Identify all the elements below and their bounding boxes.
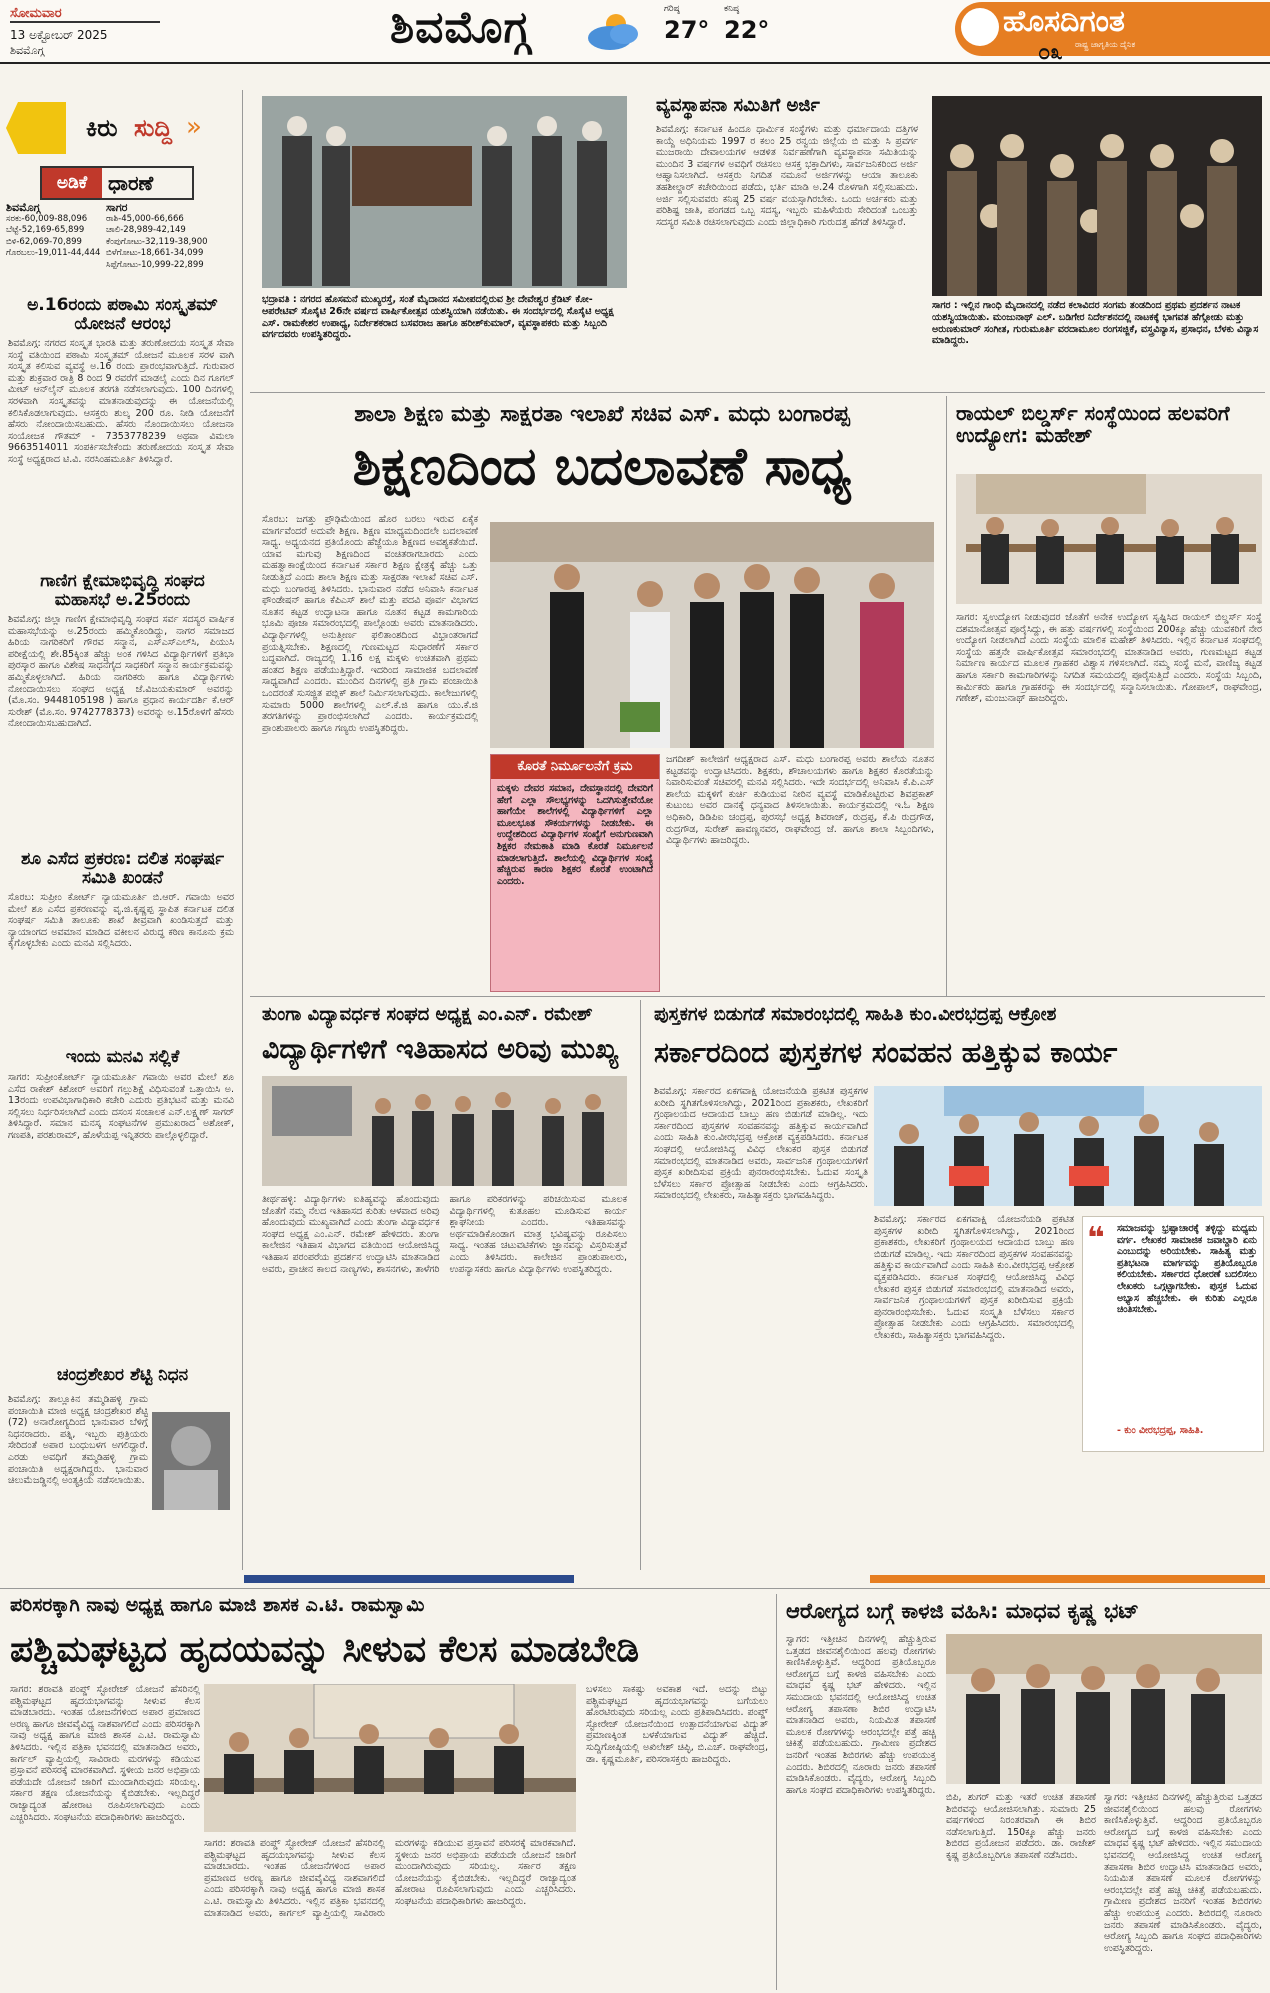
story-body: ಶಿವಮೊಗ್ಗ: ಜಿಲ್ಲಾ ಗಾಣಿಗ ಕ್ಷೇಮಾಭಿವೃದ್ಧಿ ಸಂಘದ ಸರ್ವ ಸದಸ್ಯರ ವಾರ್ಷಿಕ ಮಹಾಸಭೆಯನ್ನು ಅ.25ರಂದು ಹಮ್ಮಿಕೊಂಡಿದ್ದು, ನಾಗರ ಸಮಾಜದ ಹಿರಿಯ ನಾಗರಿಕರಿಗೆ ಗೌರವ ಸನ್ಮಾನ, ಎಸ್‌ಎಸ್‌ಎಲ್‌ಸಿ, ಪಿಯುಸಿ ಪರೀಕ್ಷೆಯಲ್ಲಿ ಶೇ.85ಕ್ಕಿಂತ ಹೆಚ್ಚು ಅಂಕ ಗಳಿಸಿದ ವಿದ್ಯಾರ್ಥಿಗಳಿಗೆ ಪ್ರತಿಭಾ ಪುರಸ್ಕಾರ ಹಾಗೂ ವಿಶೇಷ ಸಾಧನೆಗೈದ ಸಾಧಕರಿಗೆ ಸನ್ಮಾನ ಕಾರ್ಯಕ್ರಮವನ್ನು ಹಮ್ಮಿಕೊಳ್ಳಲಾಗಿದೆ. ಹಿರಿಯ ನಾಗರಿಕರು ಹಾಗೂ ವಿದ್ಯಾರ್ಥಿಗಳು ನೋಂದಾಯಿಸಲು ಸಂಘದ ಅಧ್ಯಕ್ಷ ಜೆ.ವಿಜಯಕುಮಾರ್ ಅವರನ್ನು (ಮೊ.ಸಂ. 9448105198 ) ಹಾಗೂ ಪ್ರಧಾನ ಕಾರ್ಯದರ್ಶಿ ಕೆ.ಆರ್ ಸುರೇಶ್ (ಮೊ.ಸಂ. 9742778373) ಅವರನ್ನು ಅ.15ರೊಳಗೆ ಹೆಸರು ನೋಂದಾಯಿಸಬಹುದಾಗಿದೆ.	[8, 614, 234, 730]
highlight-box-body: ಮಕ್ಕಳು ದೇವರ ಸಮಾನ, ದೇವಸ್ಥಾನದಲ್ಲಿ ದೇವರಿಗೆ ಹೇಗೆ ಎಲ್ಲಾ ಸೌಲಭ್ಯಗಳನ್ನು ಒದಗಿಸುತ್ತೇವೆಯೋ ಹಾಗೆಯೇ ಶಾಲೆಗಳಲ್ಲಿ ವಿದ್ಯಾರ್ಥಿಗಳಿಗೆ ಎಲ್ಲಾ ಮೂಲಭೂತ ಸೌಕರ್ಯಗಳನ್ನು ನೀಡಬೇಕು. ಈ ಉದ್ದೇಶದಿಂದ ವಿದ್ಯಾರ್ಥಿಗಳ ಸಂಖ್ಯೆಗೆ ಅನುಗುಣವಾಗಿ ಶಿಕ್ಷಕರ ನೇಮಕಾತಿ ಮಾಡಿ ಕೊರತೆ ನಿರ್ಮೂಲನೆ ಮಾಡಲಾಗುತ್ತಿದೆ. ಶಾಲೆಯಲ್ಲಿ ವಿದ್ಯಾರ್ಥಿಗಳ ಸಂಖ್ಯೆ ಹೆಚ್ಚಿರುವ ಕಾರಣ ಶಿಕ್ಷಕರ ಕೊರತೆ ಉಂಟಾಗಿದೆ ಎಂದರು.	[497, 783, 653, 887]
brand-name: ಹೊಸದಿಗಂತ	[1003, 4, 1125, 39]
price-city-shivamogga: ಶಿವಮೊಗ್ಗ	[6, 201, 41, 214]
price-row: ರಾಶಿ-45,000-66,666	[106, 213, 184, 224]
story-body: ಸಾಗರ: ಶರಾವತಿ ಪಂಪ್ಡ್ ಸ್ಟೋರೇಜ್ ಯೋಜನೆ ಹೆಸರಿನಲ್ಲಿ ಪಶ್ಚಿಮಘಟ್ಟದ ಹೃದಯಭಾಗವನ್ನು ಸೀಳುವ ಕೆಲಸ ಮಾಡಬಾರದು. ಇಂತಹ ಯೋಜನೆಗಳಿಂದ ಅಪಾರ ಪ್ರಮಾಣದ ಅರಣ್ಯ ಹಾಗೂ ಜೀವವೈವಿಧ್ಯ ನಾಶವಾಗಲಿದೆ ಎಂದು ಪರಿಸರಕ್ಕಾಗಿ ನಾವು ಅಧ್ಯಕ್ಷ ಹಾಗೂ ಮಾಜಿ ಶಾಸಕ ಎ.ಟಿ. ರಾಮಸ್ವಾಮಿ ತಿಳಿಸಿದರು. ಇಲ್ಲಿನ ಪತ್ರಿಕಾ ಭವನದಲ್ಲಿ ಮಾತನಾಡಿದ ಅವರು, ಕಾರ್ಗಲ್ ವ್ಯಾಪ್ತಿಯಲ್ಲಿ ಸಾವಿರಾರು ಮರಗಳನ್ನು ಕಡಿಯುವ ಪ್ರಸ್ತಾವನೆ ಪರಿಸರಕ್ಕೆ ಮಾರಕವಾಗಿದೆ. ಸ್ಥಳೀಯ ಜನರ ಅಭಿಪ್ರಾಯ ಪಡೆಯದೇ ಯೋಜನೆ ಜಾರಿಗೆ ಮುಂದಾಗಿರುವುದು ಸರಿಯಲ್ಲ. ಸರ್ಕಾರ ತಕ್ಷಣ ಯೋಜನೆಯನ್ನು ಕೈಬಿಡಬೇಕು. ಇಲ್ಲದಿದ್ದರೆ ರಾಜ್ಯಾದ್ಯಂತ ಹೋರಾಟ ರೂಪಿಸಲಾಗುವುದು ಎಂದು ಎಚ್ಚರಿಸಿದರು. ಸಂಘಟನೆಯ ಪದಾಧಿಕಾರಿಗಳು ಹಾಜರಿದ್ದರು.	[10, 1684, 200, 1823]
story-kicker: ತುಂಗಾ ವಿದ್ಯಾವರ್ಧಕ ಸಂಘದ ಅಧ್ಯಕ್ಷ ಎಂ.ಎನ್. ರಮೇಶ್	[262, 1004, 593, 1025]
story-body: ಸಾಗರ: ಶರಾವತಿ ಪಂಪ್ಡ್ ಸ್ಟೋರೇಜ್ ಯೋಜನೆ ಹೆಸರಿನಲ್ಲಿ ಪಶ್ಚಿಮಘಟ್ಟದ ಹೃದಯಭಾಗವನ್ನು ಸೀಳುವ ಕೆಲಸ ಮಾಡಬಾರದು. ಇಂತಹ ಯೋಜನೆಗಳಿಂದ ಅಪಾರ ಪ್ರಮಾಣದ ಅರಣ್ಯ ಹಾಗೂ ಜೀವವೈವಿಧ್ಯ ನಾಶವಾಗಲಿದೆ ಎಂದು ಪರಿಸರಕ್ಕಾಗಿ ನಾವು ಅಧ್ಯಕ್ಷ ಹಾಗೂ ಮಾಜಿ ಶಾಸಕ ಎ.ಟಿ. ರಾಮಸ್ವಾಮಿ ತಿಳಿಸಿದರು. ಇಲ್ಲಿನ ಪತ್ರಿಕಾ ಭವನದಲ್ಲಿ ಮಾತನಾಡಿದ ಅವರು, ಕಾರ್ಗಲ್ ವ್ಯಾಪ್ತಿಯಲ್ಲಿ ಸಾವಿರಾರು ಮರಗಳನ್ನು ಕಡಿಯುವ ಪ್ರಸ್ತಾವನೆ ಪರಿಸರಕ್ಕೆ ಮಾರಕವಾಗಿದೆ. ಸ್ಥಳೀಯ ಜನರ ಅಭಿಪ್ರಾಯ ಪಡೆಯದೇ ಯೋಜನೆ ಜಾರಿಗೆ ಮುಂದಾಗಿರುವುದು ಸರಿಯಲ್ಲ. ಸರ್ಕಾರ ತಕ್ಷಣ ಯೋಜನೆಯನ್ನು ಕೈಬಿಡಬೇಕು. ಇಲ್ಲದಿದ್ದರೆ ರಾಜ್ಯಾದ್ಯಂತ ಹೋರಾಟ ರೂಪಿಸಲಾಗುವುದು ಎಂದು ಎಚ್ಚರಿಸಿದರು. ಸಂಘಟನೆಯ ಪದಾಧಿಕಾರಿಗಳು ಹಾಜರಿದ್ದರು.	[204, 1838, 576, 1919]
brand-tagline: ರಾಷ್ಟ್ರ ಜಾಗೃತಿಯ ದೈನಿಕ	[1075, 40, 1136, 49]
kiru-suddi-banner	[6, 102, 226, 154]
section-divider	[0, 1588, 1270, 1589]
city-label: ಶಿವಮೊಗ್ಗ	[10, 44, 45, 57]
story-headline: ಶೂ ಎಸೆದ ಪ್ರಕರಣ: ದಲಿತ ಸಂಘರ್ಷ ಸಮಿತಿ ಖಂಡನೆ	[20, 849, 225, 888]
story-body: ಸಾಗರ: ಸ್ವಉದ್ಯೋಗ ನೀಡುವುದರ ಜೊತೆಗೆ ಅನೇಕ ಉದ್ಯೋಗ ಸೃಷ್ಟಿಸಿದ ರಾಯಲ್ ಬಿಲ್ಡರ್ಸ್ ಸಂಸ್ಥೆ ದಶಮಾನೋತ್ಸವ ಪೂರೈಸಿದ್ದು, ಈ ಹತ್ತು ವರ್ಷಗಳಲ್ಲಿ ಸಂಸ್ಥೆಯಿಂದ 200ಕ್ಕೂ ಹೆಚ್ಚು ಯುವಕರಿಗೆ ನೇರ ಉದ್ಯೋಗ ನೀಡಲಾಗಿದೆ ಎಂದು ಸಂಸ್ಥೆಯ ಮಾಲಿಕ ಮಹೇಶ್ ತಿಳಿಸಿದರು. ಇಲ್ಲಿನ ಕರ್ನಾಟಕ ಸಂಘದಲ್ಲಿ ಸಂಸ್ಥೆಯ ಹತ್ತನೇ ವಾರ್ಷಿಕೋತ್ಸವ ಸಮಾರಂಭದಲ್ಲಿ ಮಾತನಾಡಿದ ಅವರು, ಗುಣಮಟ್ಟದ ಕಟ್ಟಡ ನಿರ್ಮಾಣ ಕಾರ್ಯದ ಮೂಲಕ ಗ್ರಾಹಕರ ವಿಶ್ವಾಸ ಗಳಿಸಲಾಗಿದೆ. ನಮ್ಮ ಸಂಸ್ಥೆ ಮನೆ, ವಾಣಿಜ್ಯ ಕಟ್ಟಡ ಹಾಗೂ ಸರ್ಕಾರಿ ಕಾಮಗಾರಿಗಳನ್ನು ನಿಗದಿತ ಸಮಯದಲ್ಲಿ ಪೂರೈಸುತ್ತಿದೆ ಎಂದರು. ಸಂಸ್ಥೆಯ ಸಿಬ್ಬಂದಿ, ಕಾರ್ಮಿಕರು ಹಾಗೂ ಗ್ರಾಹಕರನ್ನು ಈ ಸಂದರ್ಭದಲ್ಲಿ ಸನ್ಮಾನಿಸಲಾಯಿತು. ಗೋಪಾಲ್, ರಾಘವೇಂದ್ರ, ಗಣೇಶ್, ಮಂಜುನಾಥ್ ಹಾಜರಿದ್ದರು.	[956, 612, 1262, 705]
price-row: ಗೊರಬಲು-19,011-44,444	[6, 248, 101, 258]
max-temp-label: ಗರಿಷ್ಠ	[664, 4, 680, 14]
lead-photo	[490, 522, 934, 748]
arecanut-price-banner	[40, 166, 194, 200]
story-body: ಬಳಸಲು ಸಾಕಷ್ಟು ಅವಕಾಶ ಇದೆ. ಅದನ್ನು ಬಿಟ್ಟು ಪಶ್ಚಿಮಘಟ್ಟದ ಹೃದಯಭಾಗವನ್ನು ಬಗೆಯಲು ಹೊರಟಿರುವುದು ಸರಿಯಲ್ಲ ಎಂದು ಪ್ರತಿಪಾದಿಸಿದರು. ಪಂಪ್ಡ್ ಸ್ಟೋರೇಜ್ ಯೋಜನೆಯಿಂದ ಉತ್ಪಾದನೆಯಾಗುವ ವಿದ್ಯುತ್ ಪ್ರಮಾಣಕ್ಕಿಂತ ಬಳಕೆಯಾಗುವ ವಿದ್ಯುತ್ ಹೆಚ್ಚಿದೆ. ಸುದ್ದಿಗೋಷ್ಠಿಯಲ್ಲಿ ಅಖಿಲೇಶ್ ಚಿಪ್ಳಿ, ಬಿ.ಎಚ್. ರಾಘವೇಂದ್ರ, ಡಾ. ಕೃಷ್ಣಮೂರ್ತಿ, ಪರಿಸರಾಸಕ್ತರು ಹಾಜರಿದ್ದರು.	[586, 1684, 768, 1765]
lead-kicker: ಶಾಲಾ ಶಿಕ್ಷಣ ಮತ್ತು ಸಾಕ್ಷರತಾ ಇಲಾಖೆ ಸಚಿವ ಎಸ್. ಮಧು ಬಂಗಾರಪ್ಪ	[354, 402, 850, 427]
lead-headline: ಶಿಕ್ಷಣದಿಂದ ಬದಲಾವಣೆ ಸಾಧ್ಯ	[352, 436, 852, 497]
highlight-box-title: ಕೊರತೆ ನಿರ್ಮೂಲನೆಗೆ ಕ್ರಮ	[491, 755, 659, 779]
highlight-box	[490, 754, 660, 992]
kiru-label: ಕಿರು	[86, 114, 118, 142]
min-temp: 22°	[724, 16, 770, 44]
arrow-icon: »	[186, 112, 202, 142]
story-kicker: ಪರಿಸರಕ್ಕಾಗಿ ನಾವು ಅಧ್ಯಕ್ಷ ಹಾಗೂ ಮಾಜಿ ಶಾಸಕ ಎ.ಟಿ. ರಾಮಸ್ವಾಮಿ	[10, 1594, 425, 1616]
price-row: ಸಿಪ್ಪೆಗೋಟು-10,999-22,899	[106, 259, 204, 270]
section-divider	[250, 996, 1265, 997]
brand-logo-icon	[961, 8, 999, 46]
price-row: ಕೆಂಪುಗೋಟು-32,119-38,900	[106, 236, 208, 247]
story-headline: ಗಾಣಿಗ ಕ್ಷೇಮಾಭಿವೃದ್ಧಿ ಸಂಘದ ಮಹಾಸಭೆ ಅ.25ರಂದು	[40, 571, 205, 610]
date-label: 13 ಅಕ್ಟೋಬರ್ 2025	[10, 28, 108, 42]
brand-banner	[955, 2, 1270, 56]
quote-text: ಸಮಾಜವನ್ನು ಭ್ರಷ್ಟಾಚಾರಕ್ಕೆ ತಳ್ಳಿದ್ದು ಮಧ್ಯಮ ವರ್ಗ. ಲೇಖಕರ ಸಾಮಾಜಿಕ ಜವಾಬ್ದಾರಿ ಏನು ಎಂಬುದನ್ನು ಅರಿಯಬೇಕು. ಸಾಹಿತ್ಯ ಮತ್ತು ಪ್ರತಿಭಟನಾ ಮಾರ್ಗವನ್ನು ಪ್ರತಿಯೊಬ್ಬರೂ ಕಲಿಯಬೇಕು. ಸರ್ಕಾರದ ಧೋರಣೆ ಬದಲಿಸಲು ಲೇಖಕರು ಒಗ್ಗಟ್ಟಾಗಬೇಕು. ಪುಸ್ತಕ ಓದುವ ಅಭ್ಯಾಸ ಹೆಚ್ಚಬೇಕು. ಈ ಕುರಿತು ಎಲ್ಲರೂ ಚಿಂತಿಸಬೇಕು.	[1117, 1223, 1257, 1316]
column-divider	[946, 396, 947, 996]
story-body: ಶಿವಮೊಗ್ಗ: ತಾಲ್ಲೂಕಿನ ತಮ್ಮಡಿಹಳ್ಳಿ ಗ್ರಾಮ ಪಂಚಾಯಿತಿ ಮಾಜಿ ಅಧ್ಯಕ್ಷ ಚಂದ್ರಶೇಖರ ಶೆಟ್ಟಿ (72) ಅನಾರೋಗ್ಯದಿಂದ ಭಾನುವಾರ ಬೆಳಿಗ್ಗೆ ನಿಧನರಾದರು. ಪತ್ನಿ, ಇಬ್ಬರು ಪುತ್ರಿಯರು ಸೇರಿದಂತೆ ಅಪಾರ ಬಂಧುಬಳಗ ಅಗಲಿದ್ದಾರೆ. ಎರಡು ಅವಧಿಗೆ ತಮ್ಮಡಿಹಳ್ಳಿ ಗ್ರಾಮ ಪಂಚಾಯಿತಿ ಅಧ್ಯಕ್ಷರಾಗಿದ್ದರು. ಭಾನುವಾರ ಚಿಲುಮೆಜಡ್ಡಿನಲ್ಲಿ ಅಂತ್ಯಕ್ರಿಯೆ ನಡೆಸಲಾಯಿತು.	[8, 1394, 148, 1487]
photo-caption: ಸಾಗರ : ಇಲ್ಲಿನ ಗಾಂಧಿ ಮೈದಾನದಲ್ಲಿ ನಡೆದ ಕಲಾವಿದರ ಸಂಗಮ ತಂಡದಿಂದ ಪ್ರಥಮ ಪ್ರದರ್ಶನ ನಾಟಕ ಯಶಸ್ವಿಯಾಯಿತು. ಮಂಜುನಾಥ್ ಎಲ್. ಬಡಿಗೇರ ನಿರ್ದೇಶನದಲ್ಲಿ ನಾಟಕಕ್ಕೆ ಭಾಗವತ ಹೆಗ್ಗೋಡು ಮತ್ತು ಅರುಣಕುಮಾರ್ ಸಂಗೀತ, ಗುರುಮೂರ್ತಿ ವರದಾಮೂಲ ರಂಗಸಜ್ಜಿಕೆ, ವಸ್ತ್ರವಿನ್ಯಾಸ, ಪ್ರಸಾಧನ, ಬೆಳಕು ವಿನ್ಯಾಸ ಮಾಡಿದ್ದರು.	[932, 300, 1259, 347]
section-divider	[250, 392, 1265, 393]
book-release-photo	[874, 1086, 1262, 1206]
story-body: ಸೊರಬ: ಸುಪ್ರೀಂ ಕೋರ್ಟ್ ನ್ಯಾಯಮೂರ್ತಿ ಬಿ.ಆರ್. ಗವಾಯಿ ಅವರ ಮೇಲೆ ಶೂ ಎಸೆದ ಪ್ರಕರಣವನ್ನು ವೃ.ಜಿ.ಕೃಷ್ಣಪ್ಪ ಸ್ಥಾಪಿತ ಕರ್ನಾಟಕ ದಲಿತ ಸಂಘರ್ಷ ಸಮಿತಿ ತಾಲೂಕು ಶಾಖೆ ತೀವ್ರವಾಗಿ ಖಂಡಿಸುತ್ತದೆ ಮತ್ತು ನ್ಯಾಯಾಂಗದ ಅವಮಾನ ಮಾಡಿದ ವಕೀಲನ ವಿರುದ್ಧ ಕಠಿಣ ಕಾನೂನು ಕ್ರಮ ಕೈಗೊಳ್ಳಬೇಕು ಎಂದು ಮನವಿ ಸಲ್ಲಿಸಿದರು.	[8, 892, 234, 950]
story-headline: ಅ.16ರಂದು ಪಠಾಮಿ ಸಂಸ್ಕೃತಮ್ ಯೋಜನೆ ಆರಂಭ	[27, 295, 218, 334]
story-headline: ಪಶ್ಚಿಮಘಟ್ಟದ ಹೃದಯವನ್ನು ಸೀಳುವ ಕೆಲಸ ಮಾಡಬೇಡಿ	[10, 1628, 640, 1670]
story-body: ಸಾಗರ: ಸುಪ್ರೀಂಕೋರ್ಟ್ ನ್ಯಾಯಮೂರ್ತಿ ಗವಾಯಿ ಅವರ ಮೇಲೆ ಶೂ ಎಸೆದ ರಾಕೇಶ್ ಕಿಶೋರ್ ಅವರಿಗೆ ಗಲ್ಲುಶಿಕ್ಷೆ ವಿಧಿಸುವಂತೆ ಒತ್ತಾಯಿಸಿ ಅ. 13ರಂದು ಉಪವಿಭಾಗಾಧಿಕಾರಿ ಕಚೇರಿ ಎದುರು ಪ್ರತಿಭಟನೆ ಮತ್ತು ಮನವಿ ಸಲ್ಲಿಸಲು ನಿರ್ಧರಿಸಲಾಗಿದೆ ಎಂದು ದಸಂಸ ಸಂಚಾಲಕ ಎನ್.ಲಕ್ಷ್ಮಣ್ ಸಾಗರ್ ತಿಳಿಸಿದ್ದಾರೆ. ಸಮಾನ ಮನಸ್ಕ ಸಂಘಟನೆಗಳ ಪ್ರಮುಖರಾದ ಅಶೋಕ್, ಗಣಪತಿ, ಪರಶುರಾಮ್, ಹೊಳೆಯಪ್ಪ ಇನ್ನಿತರರು ಪಾಲ್ಗೊಳ್ಳಲಿದ್ದಾರೆ.	[8, 1072, 234, 1141]
photo-caption: ಭದ್ರಾವತಿ : ನಗರದ ಹೊಸಮನೆ ಮುಖ್ಯರಸ್ತೆ, ಸಂತೆ ಮೈದಾನದ ಸಮೀಪದಲ್ಲಿರುವ ಶ್ರೀ ದೇವೇಶ್ವರ ಕ್ರೆಡಿಟ್ ಕೋ-ಆಪರೇಟಿವ್ ಸೊಸೈಟಿ 26ನೇ ವರ್ಷದ ವಾರ್ಷಿಕೋತ್ಸವ ಯಶಸ್ವಿಯಾಗಿ ನಡೆಯಿತು. ಈ ಸಂದರ್ಭದಲ್ಲಿ ಸೊಸೈಟಿ ಅಧ್ಯಕ್ಷ ಎಸ್. ರಾಮಕೇಶರ ಉಪಾಧ್ಯ, ನಿರ್ದೇಶಕರಾದ ಬಸವರಾಜ ಹಾಗೂ ಹರೀಶ್‌ಕುಮಾರ್, ವ್ಯವಸ್ಥಾಪಕರು ಮತ್ತು ಸಿಬ್ಬಂದಿ ವರ್ಗದವರು ಉಪಸ್ಥಿತರಿದ್ದರು.	[262, 294, 614, 341]
health-camp-photo	[946, 1634, 1262, 1784]
story-body: ಸ್ವಾಗರ: ಇತ್ತೀಚಿನ ದಿನಗಳಲ್ಲಿ ಹೆಚ್ಚುತ್ತಿರುವ ಒತ್ತಡದ ಜೀವನಶೈಲಿಯಿಂದ ಹಲವು ರೋಗಗಳು ಕಾಣಿಸಿಕೊಳ್ಳುತ್ತಿವೆ. ಆದ್ದರಿಂದ ಪ್ರತಿಯೊಬ್ಬರೂ ಆರೋಗ್ಯದ ಬಗ್ಗೆ ಕಾಳಜಿ ವಹಿಸಬೇಕು ಎಂದು ಮಾಧವ ಕೃಷ್ಣ ಭಟ್ ಹೇಳಿದರು. ಇಲ್ಲಿನ ಸಮುದಾಯ ಭವನದಲ್ಲಿ ಆಯೋಜಿಸಿದ್ದ ಉಚಿತ ಆರೋಗ್ಯ ತಪಾಸಣಾ ಶಿಬಿರ ಉದ್ಘಾಟಿಸಿ ಮಾತನಾಡಿದ ಅವರು, ನಿಯಮಿತ ತಪಾಸಣೆ ಮೂಲಕ ರೋಗಗಳನ್ನು ಆರಂಭದಲ್ಲೇ ಪತ್ತೆ ಹಚ್ಚಿ ಚಿಕಿತ್ಸೆ ಪಡೆಯಬಹುದು. ಗ್ರಾಮೀಣ ಪ್ರದೇಶದ ಜನರಿಗೆ ಇಂತಹ ಶಿಬಿರಗಳು ಹೆಚ್ಚು ಉಪಯುಕ್ತ ಎಂದರು. ಶಿಬಿರದಲ್ಲಿ ನೂರಾರು ಜನರು ತಪಾಸಣೆ ಮಾಡಿಸಿಕೊಂಡರು. ವೈದ್ಯರು, ಆರೋಗ್ಯ ಸಿಬ್ಬಂದಿ ಹಾಗೂ ಸಂಘದ ಪದಾಧಿಕಾರಿಗಳು ಉಪಸ್ಥಿತರಿದ್ದರು.	[786, 1634, 936, 1796]
drama-photo	[932, 96, 1262, 296]
quote-icon: ❝	[1087, 1221, 1105, 1256]
story-headline: ಸರ್ಕಾರದಿಂದ ಪುಸ್ತಕಗಳ ಸಂವಹನ ಹತ್ತಿಕ್ಕುವ ಕಾರ್ಯ	[654, 1036, 1118, 1069]
page-number: ೦೩	[1038, 40, 1063, 65]
column-divider	[242, 90, 243, 1570]
story-body: ತೀರ್ಥಹಳ್ಳಿ: ವಿದ್ಯಾರ್ಥಿಗಳು ಐತಿಹ್ಯವನ್ನು ಹೊಂದುವುದು ಜೊತೆಗೆ ನಮ್ಮ ನೆಲದ ಇತಿಹಾಸದ ಕುರಿತು ಆಳವಾದ ಅರಿವು ಹೊಂದುವುದು ಮುಖ್ಯವಾಗಿದೆ ಎಂದು ತುಂಗಾ ವಿದ್ಯಾವರ್ಧಕ ಸಂಘದ ಅಧ್ಯಕ್ಷ ಎಂ.ಎನ್. ರಮೇಶ್ ಹೇಳಿದರು. ತುಂಗಾ ಕಾಲೇಜಿನ ಇತಿಹಾಸ ವಿಭಾಗದ ವತಿಯಿಂದ ಆಯೋಜಿಸಿದ್ದ ಇತಿಹಾಸ ಪರಂಪರೆಯ ಪ್ರದರ್ಶನ ಉದ್ಘಾಟಿಸಿ ಮಾತನಾಡಿದ ಅವರು, ಪ್ರಾಚೀನ ಕಾಲದ ನಾಣ್ಯಗಳು, ಶಾಸನಗಳು, ತಾಳೆಗರಿ ಹಾಗೂ ಪರಿಕರಗಳನ್ನು ಪರಿಚಯಿಸುವ ಮೂಲಕ ವಿದ್ಯಾರ್ಥಿಗಳಲ್ಲಿ ಕುತೂಹಲ ಮೂಡಿಸುವ ಕಾರ್ಯ ಶ್ಲಾಘನೀಯ ಎಂದರು. ಇತಿಹಾಸವನ್ನು ಅರ್ಥಮಾಡಿಕೊಂಡಾಗ ಮಾತ್ರ ಭವಿಷ್ಯವನ್ನು ರೂಪಿಸಲು ಸಾಧ್ಯ. ಇಂತಹ ಚಟುವಟಿಕೆಗಳು ಜ್ಞಾನವನ್ನು ವಿಸ್ತರಿಸುತ್ತವೆ ಎಂದು ತಿಳಿಸಿದರು. ಕಾಲೇಜಿನ ಪ್ರಾಂಶುಪಾಲರು, ಉಪನ್ಯಾಸಕರು ಹಾಗೂ ವಿದ್ಯಾರ್ಥಿಗಳು ಉಪಸ್ಥಿತರಿದ್ದರು.	[262, 1194, 627, 1275]
price-row: ಬೆಟ್ಟೆ-52,169-65,899	[6, 225, 85, 235]
min-temp-label: ಕನಿಷ್ಠ	[724, 4, 740, 14]
column-divider	[640, 1000, 641, 1570]
quote-box	[1082, 1216, 1264, 1452]
column-divider	[776, 1594, 777, 1990]
story-headline: ಆರೋಗ್ಯದ ಬಗ್ಗೆ ಕಾಳಜಿ ವಹಿಸಿ: ಮಾಧವ ಕೃಷ್ಣ ಭಟ್	[786, 1599, 1139, 1623]
story-body: ಜಗದೀಶ್ ಕಾಲೇಜಿಗೆ ಆಧ್ಯಕ್ಷರಾದ ಎಸ್. ಮಧು ಬಂಗಾರಪ್ಪ ಅವರು ಶಾಲೆಯ ನೂತನ ಕಟ್ಟಡವನ್ನು ಉದ್ಘಾಟಿಸಿದರು. ಶಿಕ್ಷಕರು, ಶೌಚಾಲಯಗಳು ಹಾಗೂ ಶಿಕ್ಷಕರ ಕೊರತೆಯನ್ನು ನಿವಾರಿಸುವಂತೆ ಸಚಿವರಲ್ಲಿ ಮನವಿ ಸಲ್ಲಿಸಿದರು. ಇದೇ ಸಂದರ್ಭದಲ್ಲಿ ಅನಿವಾಸಿ ಕೆ.ಪಿ.ಎಸ್ ಶಾಲೆಯ ಮಕ್ಕಳಿಗೆ ಕುರ್ಚಿ ಕುಡಿಯುವ ನೀರಿನ ವ್ಯವಸ್ಥೆ ಮಾಡಿಕೊಟ್ಟಿರುವ ಶಿವಪ್ರಕಾಶ್ ಕುಟುಂಬ ಅವರ ದಾನಕ್ಕೆ ಧನ್ಯವಾದ ತಿಳಿಸಲಾಯಿತು. ಕಾರ್ಯಕ್ರಮದಲ್ಲಿ ಇ.ಓ ಶಿಕ್ಷಣ ಅಧಿಕಾರಿ, ಡಿಡಿಪಿಐ ಚಂದ್ರಪ್ಪ, ಪುರಸಭೆ ಅಧ್ಯಕ್ಷ ಶಿವರಾಜ್, ರುದ್ರಪ್ಪ, ಕೆ.ಪಿ ರುದ್ರಗೌಡ, ರುದ್ರಗೌಡ, ಸುರೇಶ್ ಹಾವಣ್ಣನವರ, ರಾಘವೇಂದ್ರ ಜೆ. ಹಾಗೂ ಶಾಲಾ ಸಿಬ್ಬಂದಿಗಳು, ವಿದ್ಯಾರ್ಥಿಗಳು ಹಾಜರಿದ್ದರು.	[666, 754, 934, 847]
adike-label: ಅಡಿಕೆ	[42, 168, 102, 198]
suddi-label: ಸುದ್ದಿ	[134, 114, 173, 142]
decorative-bar	[870, 1575, 1265, 1583]
price-row: ಬಿಳೆಗೋಟು-18,661-34,099	[106, 248, 204, 258]
quote-author: - ಕುಂ ವೀರಭದ್ರಪ್ಪ, ಸಾಹಿತಿ.	[1117, 1425, 1204, 1436]
story-headline: ವಿದ್ಯಾರ್ಥಿಗಳಿಗೆ ಇತಿಹಾಸದ ಅರಿವು ಮುಖ್ಯ	[262, 1034, 619, 1065]
press-meet-photo	[204, 1684, 576, 1832]
story-headline: ರಾಯಲ್ ಬಿಲ್ಡರ್ಸ್ ಸಂಸ್ಥೆಯಿಂದ ಹಲವರಿಗೆ ಉದ್ಯೋಗ: ಮಹೇಶ್	[956, 401, 1230, 447]
story-headline: ಚಂದ್ರಶೇಖರ ಶೆಟ್ಟಿ ನಿಧನ	[56, 1365, 189, 1385]
story-body: ಸ್ವಾಗರ: ಇತ್ತೀಚಿನ ದಿನಗಳಲ್ಲಿ ಹೆಚ್ಚುತ್ತಿರುವ ಒತ್ತಡದ ಜೀವನಶೈಲಿಯಿಂದ ಹಲವು ರೋಗಗಳು ಕಾಣಿಸಿಕೊಳ್ಳುತ್ತಿವೆ. ಆದ್ದರಿಂದ ಪ್ರತಿಯೊಬ್ಬರೂ ಆರೋಗ್ಯದ ಬಗ್ಗೆ ಕಾಳಜಿ ವಹಿಸಬೇಕು ಎಂದು ಮಾಧವ ಕೃಷ್ಣ ಭಟ್ ಹೇಳಿದರು. ಇಲ್ಲಿನ ಸಮುದಾಯ ಭವನದಲ್ಲಿ ಆಯೋಜಿಸಿದ್ದ ಉಚಿತ ಆರೋಗ್ಯ ತಪಾಸಣಾ ಶಿಬಿರ ಉದ್ಘಾಟಿಸಿ ಮಾತನಾಡಿದ ಅವರು, ನಿಯಮಿತ ತಪಾಸಣೆ ಮೂಲಕ ರೋಗಗಳನ್ನು ಆರಂಭದಲ್ಲೇ ಪತ್ತೆ ಹಚ್ಚಿ ಚಿಕಿತ್ಸೆ ಪಡೆಯಬಹುದು. ಗ್ರಾಮೀಣ ಪ್ರದೇಶದ ಜನರಿಗೆ ಇಂತಹ ಶಿಬಿರಗಳು ಹೆಚ್ಚು ಉಪಯುಕ್ತ ಎಂದರು. ಶಿಬಿರದಲ್ಲಿ ನೂರಾರು ಜನರು ತಪಾಸಣೆ ಮಾಡಿಸಿಕೊಂಡರು. ವೈದ್ಯರು, ಆರೋಗ್ಯ ಸಿಬ್ಬಂದಿ ಹಾಗೂ ಸಂಘದ ಪದಾಧಿಕಾರಿಗಳು ಉಪಸ್ಥಿತರಿದ್ದರು.	[1104, 1792, 1262, 1954]
dharane-label: ಧಾರಣೆ	[108, 171, 154, 195]
day-label: ಸೋಮವಾರ	[10, 6, 160, 23]
decorative-bar	[244, 1575, 574, 1583]
price-table	[6, 202, 228, 271]
story-body: ಬಿಪಿ, ಶುಗರ್ ಮತ್ತು ಇತರೆ ಉಚಿತ ತಪಾಸಣೆ ಶಿಬಿರವನ್ನು ಆಯೋಜಿಸಲಾಗಿತ್ತು. ಸುಮಾರು 25 ವರ್ಷಗಳಿಂದ ನಿರಂತರವಾಗಿ ಈ ಶಿಬಿರ ನಡೆಸಲಾಗುತ್ತಿದೆ. 150ಕ್ಕೂ ಹೆಚ್ಚು ಜನರು ಶಿಬಿರದ ಪ್ರಯೋಜನ ಪಡೆದರು. ಡಾ. ರಾಜೇಶ್ ಕೃಷ್ಣ ಪ್ರತಿಯೊಬ್ಬರಿಗೂ ತಪಾಸಣೆ ನಡೆಸಿದರು.	[946, 1792, 1096, 1861]
story-headline: ವ್ಯವಸ್ಥಾಪನಾ ಸಮಿತಿಗೆ ಅರ್ಜಿ	[656, 95, 820, 116]
news-photo	[262, 96, 627, 288]
price-row: ಸರಕು-60,009-88,096	[6, 213, 88, 224]
edition-title: ಶಿವಮೊಗ್ಗ	[390, 2, 531, 53]
story-body: ಸೊರಬ: ಜಗತ್ತು ಪ್ರೌಢಿಮೆಯಿಂದ ಹೊರ ಬರಲು ಇರುವ ಏಕೈಕ ಮಾರ್ಗವೆಂದರೆ ಅದುವೇ ಶಿಕ್ಷಣ. ಶಿಕ್ಷಣ ಮಾಧ್ಯಮದಿಂದಲೇ ಬದಲಾವಣೆ ಸಾಧ್ಯ. ಅಧ್ಯಯನದ ಪ್ರತಿಯೊಂದು ಹೆಜ್ಜೆಯೂ ಶಿಕ್ಷಣದ ಅವಶ್ಯಕತೆಯಿದೆ. ಯಾವ ಮಗುವು ಶಿಕ್ಷಣದಿಂದ ವಂಚಿತರಾಗಬಾರದು ಎಂದು ಮಹತ್ವಾಕಾಂಕ್ಷೆಯಿಂದ ಕರ್ನಾಟಕ ಸರ್ಕಾರ ಶಿಕ್ಷಣ ಕ್ಷೇತ್ರಕ್ಕೆ ಹೆಚ್ಚು ಒತ್ತು ನೀಡುತ್ತಿದೆ ಎಂದು ಶಾಲಾ ಶಿಕ್ಷಣ ಮತ್ತು ಸಾಕ್ಷರತಾ ಇಲಾಖೆ ಸಚಿವ ಎಸ್. ಮಧು ಬಂಗಾರಪ್ಪ ತಿಳಿಸಿದರು. ಭಾನುವಾರ ನಡೆದ ಅನಿವಾಸಿ ಕರ್ನಾಟಕ ಫೌಂಡೇಷನ್ ಹಾಗೂ ಕೆಪಿಎಸ್ ಶಾಲೆ ಮತ್ತು ಪದವಿ ಪೂರ್ವ ವಿಭಾಗದ ನೂತನ ಕಟ್ಟಡ ಉದ್ಘಾಟನಾ ಹಾಗೂ ನೂತನ ಕಟ್ಟಡ ಕಾಮಗಾರಿಯ ಭೂಮಿ ಪೂಜಾ ಸಮಾರಂಭದಲ್ಲಿ ಪಾಲ್ಗೊಂಡು ಅವರು ಮಾತನಾಡಿದರು. ವಿದ್ಯಾರ್ಥಿಗಳಲ್ಲಿ ಅನುತ್ತೀರ್ಣ ಫಲಿತಾಂಶದಿಂದ ವಿಭ್ರಾಂತರಾಗದೆ ಪ್ರಯತ್ನಿಸಬೇಕು. ಶಿಕ್ಷಣದಲ್ಲಿ ಗುಣಮಟ್ಟದ ಸುಧಾರಣೆಗೆ ಸರ್ಕಾರ ಬದ್ಧವಾಗಿದೆ. ರಾಜ್ಯದಲ್ಲಿ 1.16 ಲಕ್ಷ ಮಕ್ಕಳು ಉಚಿತವಾಗಿ ಪ್ರಥಮ ಹಂತದ ಶಿಕ್ಷಣ ಪಡೆಯುತ್ತಿದ್ದಾರೆ. ಇದರಿಂದ ಸಾಮಾಜಿಕ ಬದಲಾವಣೆ ಸಾಧ್ಯವಾಗಿದೆ ಎಂದರು. ಮುಂದಿನ ದಿನಗಳಲ್ಲಿ ಪ್ರತಿ ಗ್ರಾಮ ಪಂಚಾಯಿತಿ ಒಂದರಂತೆ ಸುಸಜ್ಜಿತ ಪಬ್ಲಿಕ್ ಶಾಲೆ ನಿರ್ಮಿಸಲಾಗುವುದು. ಕಾಲೇಜುಗಳಲ್ಲಿ ಸುಮಾರು 5000 ಶಾಲೆಗಳಲ್ಲಿ ಎಲ್.ಕೆ.ಜಿ ಹಾಗೂ ಯು.ಕೆ.ಜಿ ತರಗತಿಗಳನ್ನು ಪ್ರಾರಂಭಿಸಲಾಗಿದೆ ಎಂದರು. ಕಾರ್ಯಕ್ರಮದಲ್ಲಿ ಪ್ರಾಂಶುಪಾಲರು ಹಾಗೂ ಗಣ್ಯರು ಉಪಸ್ಥಿತರಿದ್ದರು.	[262, 514, 478, 734]
price-city-sagara: ಸಾಗರ	[106, 201, 128, 214]
story-body: ಶಿವಮೊಗ್ಗ: ಸರ್ಕಾರದ ಏಕಗವಾಕ್ಷಿ ಯೋಜನೆಯಡಿ ಪ್ರಕಟಿತ ಪುಸ್ತಕಗಳ ಖರೀದಿ ಸ್ಥಗಿತಗೊಳಿಸಲಾಗಿದ್ದು, 2021ರಿಂದ ಪ್ರಕಾಶಕರು, ಲೇಖಕರಿಗೆ ಗ್ರಂಥಾಲಯದ ಆದಾಯದ ಬಾಬ್ತು ಹಣ ಬಿಡುಗಡೆ ಮಾಡಿಲ್ಲ. ಇದು ಸರ್ಕಾರದಿಂದ ಪುಸ್ತಕಗಳ ಸಂವಹನವನ್ನು ಹತ್ತಿಕ್ಕುವ ಕಾರ್ಯವಾಗಿದೆ ಎಂದು ಸಾಹಿತಿ ಕುಂ.ವೀರಭದ್ರಪ್ಪ ಆಕ್ರೋಶ ವ್ಯಕ್ತಪಡಿಸಿದರು. ಕರ್ನಾಟಕ ಸಂಘದಲ್ಲಿ ಆಯೋಜಿಸಿದ್ದ ವಿವಿಧ ಲೇಖಕರ ಪುಸ್ತಕ ಬಿಡುಗಡೆ ಸಮಾರಂಭದಲ್ಲಿ ಮಾತನಾಡಿದ ಅವರು, ಸಾರ್ವಜನಿಕ ಗ್ರಂಥಾಲಯಗಳಿಗೆ ಪುಸ್ತಕ ಖರೀದಿಸುವ ಪ್ರಕ್ರಿಯೆ ಪುನರಾರಂಭಿಸಬೇಕು. ಓದುವ ಸಂಸ್ಕೃತಿ ಬೆಳೆಸಲು ಸರ್ಕಾರ ಪ್ರೋತ್ಸಾಹ ನೀಡಬೇಕು ಎಂದು ಆಗ್ರಹಿಸಿದರು. ಸಮಾರಂಭದಲ್ಲಿ ಲೇಖಕರು, ಸಾಹಿತ್ಯಾಸಕ್ತರು ಭಾಗವಹಿಸಿದ್ದರು.	[874, 1214, 1074, 1341]
story-headline: ಇಂದು ಮನವಿ ಸಲ್ಲಿಕೆ	[65, 1047, 180, 1067]
portrait-photo	[152, 1412, 230, 1510]
story-kicker: ಪುಸ್ತಕಗಳ ಬಿಡುಗಡೆ ಸಮಾರಂಭದಲ್ಲಿ ಸಾಹಿತಿ ಕುಂ.ವೀರಭದ್ರಪ್ಪ ಆಕ್ರೋಶ	[654, 1004, 1057, 1025]
news-photo	[262, 1076, 627, 1186]
price-row: ಚಾಲಿ-28,989-42,149	[106, 225, 186, 235]
price-row: ಬಿಳಿ-62,069-70,899	[6, 236, 82, 247]
story-body: ಶಿವಮೊಗ್ಗ: ಕರ್ನಾಟಕ ಹಿಂದೂ ಧಾರ್ಮಿಕ ಸಂಸ್ಥೆಗಳು ಮತ್ತು ಧರ್ಮಾದಾಯ ದತ್ತಿಗಳ ಕಾಯ್ದೆ ಅಧಿನಿಯಮ 1997 ರ ಕಲಂ 25 ರನ್ವಯ ಜಿಲ್ಲೆಯ ಬಿ ಮತ್ತು ಸಿ ಪ್ರವರ್ಗ ಮುಜರಾಯಿ ದೇವಾಲಯಗಳ ಆಡಳಿತ ನಿರ್ವಹಣೆಗಾಗಿ ವ್ಯವಸ್ಥಾಪನಾ ಸಮಿತಿಯನ್ನು ಮುಂದಿನ 3 ವರ್ಷಗಳ ಅವಧಿಗೆ ರಚಿಸಲು ಆಸಕ್ತ ಭಕ್ತಾದಿಗಳು, ಸಾರ್ವಜನಿಕರಿಂದ ಅರ್ಜಿ ಆಹ್ವಾನಿಸಲಾಗಿದೆ. ಆಸಕ್ತರು ನಿಗದಿತ ನಮೂನೆ ಅರ್ಜಿಗಳನ್ನು ಆಯಾ ತಾಲೂಕು ತಹಶೀಲ್ದಾರ್ ಕಚೇರಿಯಿಂದ ಪಡೆದು, ಭರ್ತಿ ಮಾಡಿ ಅ.24 ರೊಳಗಾಗಿ ಸಲ್ಲಿಸಬಹುದು. ಅರ್ಜಿ ಸಲ್ಲಿಸುವವರು ಕನಿಷ್ಠ 25 ವರ್ಷ ವಯಸ್ಸಾಗಿರಬೇಕು. ಒಂದು ಅರ್ಚಕರು ಮತ್ತು ಪರಿಶಿಷ್ಟ ಜಾತಿ, ಪಂಗಡದ ಒಬ್ಬ ಸದಸ್ಯ, ಇಬ್ಬರು ಮಹಿಳೆಯರು ಸೇರಿದಂತೆ ಒಂಬತ್ತು ಸದಸ್ಯರ ಸಮಿತಿ ರಚಿಸಲಾಗುವುದು ಎಂದು ಜಿಲ್ಲಾಧಿಕಾರಿ ಗುರುದತ್ತ ಹೆಗಡೆ ತಿಳಿಸಿದ್ದಾರೆ.	[656, 124, 918, 228]
news-photo	[956, 474, 1262, 604]
max-temp: 27°	[664, 16, 710, 44]
hand-icon	[6, 102, 66, 154]
story-body: ಶಿವಮೊಗ್ಗ: ನಗರದ ಸಂಸ್ಕೃತ ಭಾರತಿ ಮತ್ತು ತರುಣೋದಯ ಸಂಸ್ಕೃತ ಸೇವಾ ಸಂಸ್ಥೆ ವತಿಯಿಂದ ಪಠಾಮಿ ಸಂಸ್ಕೃತಮ್ ಯೋಜನೆ ಮೂಲಕ ಸರಳ ವಾಗಿ ಸಂಸ್ಕೃತ ಕಲಿಸುವ ವ್ಯವಸ್ಥೆ ಅ.16 ರಂದು ಪ್ರಾರಂಭವಾಗುತ್ತಿದೆ. ಗುರುವಾರ ಮತ್ತು ಶುಕ್ರವಾರ ರಾತ್ರಿ 8 ರಿಂದ 9 ರವರೆಗೆ ಮಾಡಲೈ ಎಂದು ದಿನ ಗೂಗಲ್ ಮೀಟ್ ಆನ್‌ಲೈನ್ ಮೂಲಕ ತರಗತಿ ನಡೆಸಲಾಗುವುದು. 100 ದಿನಗಳಲ್ಲಿ ಸರಳವಾಗಿ ಸಂಸ್ಕೃತವನ್ನು ಮಾತನಾಡುವುದನ್ನು ಈ ಯೋಜನೆಯಲ್ಲಿ ಕಲಿಸಿಕೊಡಲಾಗುವುದು. ಆಸಕ್ತರು ಶುಲ್ಕ 200 ರೂ. ನೀಡಿ ಯೋಜನೆಗೆ ಹೆಸರು ನೋಂದಾಯಿಸಬಹುದು. ಹೆಸರು ನೊಂದಾಯಿಸಲು ಯೋಜನಾ ಸಂಯೋಜಕ ಗೌತಮ್ - 7353778239 ಅಥವಾ ವಿಮಲಾ 9663514011 ಸಂಪರ್ಕಿಸಬೇಕೆಂದು ತರುಣೋದಯ ಸಂಸ್ಕೃತ ಸೇವಾ ಸಂಸ್ಥೆ ಅಧ್ಯಕ್ಷರಾದ ಟಿ.ವಿ. ನರಸಿಂಹಮೂರ್ತಿ ತಿಳಿಸಿದ್ದಾರೆ.	[8, 338, 234, 465]
story-body: ಶಿವಮೊಗ್ಗ: ಸರ್ಕಾರದ ಏಕಗವಾಕ್ಷಿ ಯೋಜನೆಯಡಿ ಪ್ರಕಟಿತ ಪುಸ್ತಕಗಳ ಖರೀದಿ ಸ್ಥಗಿತಗೊಳಿಸಲಾಗಿದ್ದು, 2021ರಿಂದ ಪ್ರಕಾಶಕರು, ಲೇಖಕರಿಗೆ ಗ್ರಂಥಾಲಯದ ಆದಾಯದ ಬಾಬ್ತು ಹಣ ಬಿಡುಗಡೆ ಮಾಡಿಲ್ಲ. ಇದು ಸರ್ಕಾರದಿಂದ ಪುಸ್ತಕಗಳ ಸಂವಹನವನ್ನು ಹತ್ತಿಕ್ಕುವ ಕಾರ್ಯವಾಗಿದೆ ಎಂದು ಸಾಹಿತಿ ಕುಂ.ವೀರಭದ್ರಪ್ಪ ಆಕ್ರೋಶ ವ್ಯಕ್ತಪಡಿಸಿದರು. ಕರ್ನಾಟಕ ಸಂಘದಲ್ಲಿ ಆಯೋಜಿಸಿದ್ದ ವಿವಿಧ ಲೇಖಕರ ಪುಸ್ತಕ ಬಿಡುಗಡೆ ಸಮಾರಂಭದಲ್ಲಿ ಮಾತನಾಡಿದ ಅವರು, ಸಾರ್ವಜನಿಕ ಗ್ರಂಥಾಲಯಗಳಿಗೆ ಪುಸ್ತಕ ಖರೀದಿಸುವ ಪ್ರಕ್ರಿಯೆ ಪುನರಾರಂಭಿಸಬೇಕು. ಓದುವ ಸಂಸ್ಕೃತಿ ಬೆಳೆಸಲು ಸರ್ಕಾರ ಪ್ರೋತ್ಸಾಹ ನೀಡಬೇಕು ಎಂದು ಆಗ್ರಹಿಸಿದರು. ಸಮಾರಂಭದಲ್ಲಿ ಲೇಖಕರು, ಸಾಹಿತ್ಯಾಸಕ್ತರು ಭಾಗವಹಿಸಿದ್ದರು.	[654, 1086, 868, 1202]
